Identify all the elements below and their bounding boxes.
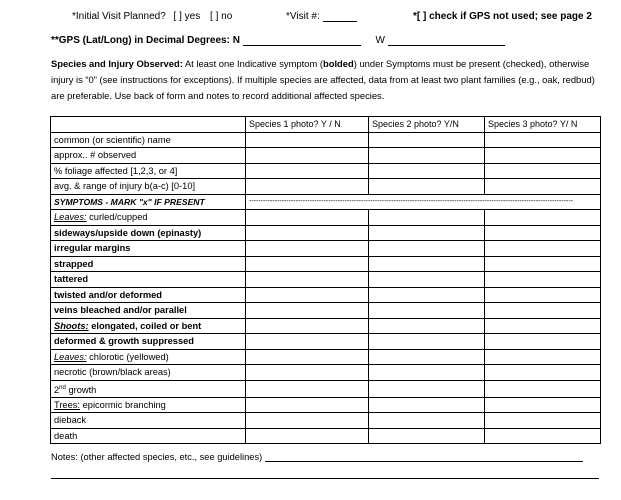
gps-not-used-label: *[ ] check if GPS not used; see page 2 [413,11,592,22]
symptom-cell[interactable] [246,428,369,444]
symptom-cell[interactable] [485,365,601,381]
row-label-deformed-growth: deformed & growth suppressed [51,334,246,350]
gps-west-field[interactable] [388,35,505,46]
symptom-cell[interactable] [485,272,601,288]
row-label-strapped: strapped [51,256,246,272]
symptom-cell[interactable] [485,428,601,444]
row-label-death: death [51,428,246,444]
notes-field-2[interactable] [51,478,599,479]
trees-prefix: Trees: [54,399,81,410]
gps-label: **GPS (Lat/Long) in Decimal Degrees: N [51,35,240,46]
symptom-cell[interactable] [485,225,601,241]
symptom-cell[interactable] [246,397,369,413]
leaves-chlorotic-prefix: Leaves: [54,351,87,362]
species-2-injury-cell[interactable] [369,179,485,195]
symptom-cell[interactable] [369,413,485,429]
header-blank-cell [51,117,246,133]
species-3-header: Species 3 photo? Y/ N [485,117,601,133]
symptom-cell[interactable] [246,303,369,319]
symptom-cell[interactable] [485,210,601,226]
gps-west-label: W [375,35,385,46]
initial-visit-line [72,11,232,22]
visit-number-label: *Visit #: [286,11,320,22]
symptom-cell[interactable] [369,225,485,241]
table-row [51,163,601,179]
initial-visit-no-checkbox[interactable]: [ ] no [210,11,233,22]
table-row [51,148,601,164]
symptom-cell[interactable] [485,397,601,413]
symptom-cell[interactable] [246,413,369,429]
instructions-text-1: At least one Indicative symptom ( [182,58,323,69]
leaves-chlorotic-text: chlorotic (yellowed) [86,351,169,362]
species-3-foliage-cell[interactable] [485,163,601,179]
symptom-cell[interactable] [369,428,485,444]
symptom-cell[interactable] [369,210,485,226]
symptom-cell[interactable] [485,303,601,319]
species-1-header: Species 1 photo? Y / N [246,117,369,133]
symptom-cell[interactable] [369,303,485,319]
symptom-cell[interactable] [485,380,601,397]
symptom-cell[interactable] [369,365,485,381]
symptom-cell[interactable] [369,380,485,397]
row-label-chlorotic [51,349,246,365]
species-1-observed-cell[interactable] [246,148,369,164]
table-row [51,397,601,413]
symptom-cell[interactable] [369,272,485,288]
symptom-cell[interactable] [485,413,601,429]
species-2-name-cell[interactable] [369,132,485,148]
table-row [51,287,601,303]
notes-label: Notes: (other affected species, etc., see guidelines) [51,452,263,462]
symptom-cell[interactable] [246,241,369,257]
symptom-cell[interactable] [485,334,601,350]
symptom-cell[interactable] [246,380,369,397]
table-row [51,225,601,241]
table-header-row [51,117,601,133]
row-label-foliage: % foliage affected [1,2,3, or 4] [51,163,246,179]
table-row [51,365,601,381]
symptom-cell[interactable] [246,210,369,226]
symptoms-header-row [51,194,601,210]
symptom-cell[interactable] [246,287,369,303]
species-2-foliage-cell[interactable] [369,163,485,179]
table-row [51,241,601,257]
table-row [51,210,601,226]
symptom-cell[interactable] [369,397,485,413]
symptom-cell[interactable] [246,256,369,272]
row-label-epinasty: sideways/upside down (epinasty) [51,225,246,241]
row-label-leaves-curled [51,210,246,226]
species-2-observed-cell[interactable] [369,148,485,164]
row-label-tattered: tattered [51,272,246,288]
row-label-dieback: dieback [51,413,246,429]
symptom-cell[interactable] [246,318,369,334]
second-growth-text: growth [65,384,97,395]
row-label-observed: approx.. # observed [51,148,246,164]
table-row [51,179,601,195]
species-injury-table [50,116,601,444]
shoots-prefix: Shoots: [54,320,89,331]
species-1-injury-cell[interactable] [246,179,369,195]
row-label-irregular-margins: irregular margins [51,241,246,257]
table-row [51,256,601,272]
row-label-trees [51,397,246,413]
instructions-paragraph [51,56,599,104]
visit-number-line [286,11,357,22]
symptom-cell[interactable] [246,349,369,365]
symptom-cell[interactable] [369,334,485,350]
species-3-name-cell[interactable] [485,132,601,148]
symptom-cell[interactable] [246,365,369,381]
species-2-header: Species 2 photo? Y/N [369,117,485,133]
row-label-name: common (or scientific) name [51,132,246,148]
symptom-cell[interactable] [246,225,369,241]
symptom-cell[interactable] [485,256,601,272]
row-label-necrotic: necrotic (brown/black areas) [51,365,246,381]
table-row [51,272,601,288]
symptom-cell[interactable] [485,349,601,365]
symptom-cell[interactable] [485,241,601,257]
instructions-title: Species and Injury Observed: [51,58,183,69]
gps-north-field[interactable] [243,35,361,46]
symptom-cell[interactable] [369,287,485,303]
table-row [51,428,601,444]
species-3-injury-cell[interactable] [485,179,601,195]
gps-line [51,35,505,46]
trees-text: epicormic branching [80,399,166,410]
symptom-cell[interactable] [369,241,485,257]
species-1-foliage-cell[interactable] [246,163,369,179]
notes-field-1[interactable] [265,451,583,462]
symptom-cell[interactable] [369,256,485,272]
symptoms-dashes: ------------------------------------------------------------------------------------------------------------------------------------------- [246,194,601,210]
visit-number-field[interactable] [323,11,357,22]
row-label-injury: avg. & range of injury b(a-c) [0-10] [51,179,246,195]
symptom-cell[interactable] [369,318,485,334]
gps-not-used-flag[interactable] [413,11,592,22]
instructions-bold-word: bolded [323,58,354,69]
leaves-prefix: Leaves: [54,212,87,223]
table-row [51,413,601,429]
notes-line [51,451,583,462]
table-row [51,303,601,319]
symptom-cell[interactable] [485,287,601,303]
row-label-shoots [51,318,246,334]
initial-visit-yes-checkbox[interactable]: [ ] yes [173,11,201,22]
symptoms-header: SYMPTOMS - MARK "x" IF PRESENT [51,194,246,210]
table-row [51,318,601,334]
symptom-cell[interactable] [369,349,485,365]
species-3-observed-cell[interactable] [485,148,601,164]
symptom-cell[interactable] [485,318,601,334]
table-row [51,334,601,350]
initial-visit-label: *Initial Visit Planned? [72,11,166,22]
row-label-second-growth [51,380,246,397]
table-row [51,349,601,365]
second-growth-num: 2 [54,384,60,395]
table-row [51,380,601,397]
row-label-twisted: twisted and/or deformed [51,287,246,303]
table-row [51,132,601,148]
species-1-name-cell[interactable] [246,132,369,148]
instructions-text-2: ) under Symptoms must be present (checked), otherwise injury is “0” (see instructions for exceptions). If multiple species are affected, data from at least two plant families (e.g., oak, redbud) are preferable. Use back of form and notes to record additional affected species. [51,58,595,101]
second-growth-sup: nd [59,384,66,391]
symptom-cell[interactable] [246,272,369,288]
row-label-veins: veins bleached and/or parallel [51,303,246,319]
shoots-text: elongated, coiled or bent [88,320,202,331]
leaves-curled-text: curled/cupped [86,212,148,223]
symptom-cell[interactable] [246,334,369,350]
